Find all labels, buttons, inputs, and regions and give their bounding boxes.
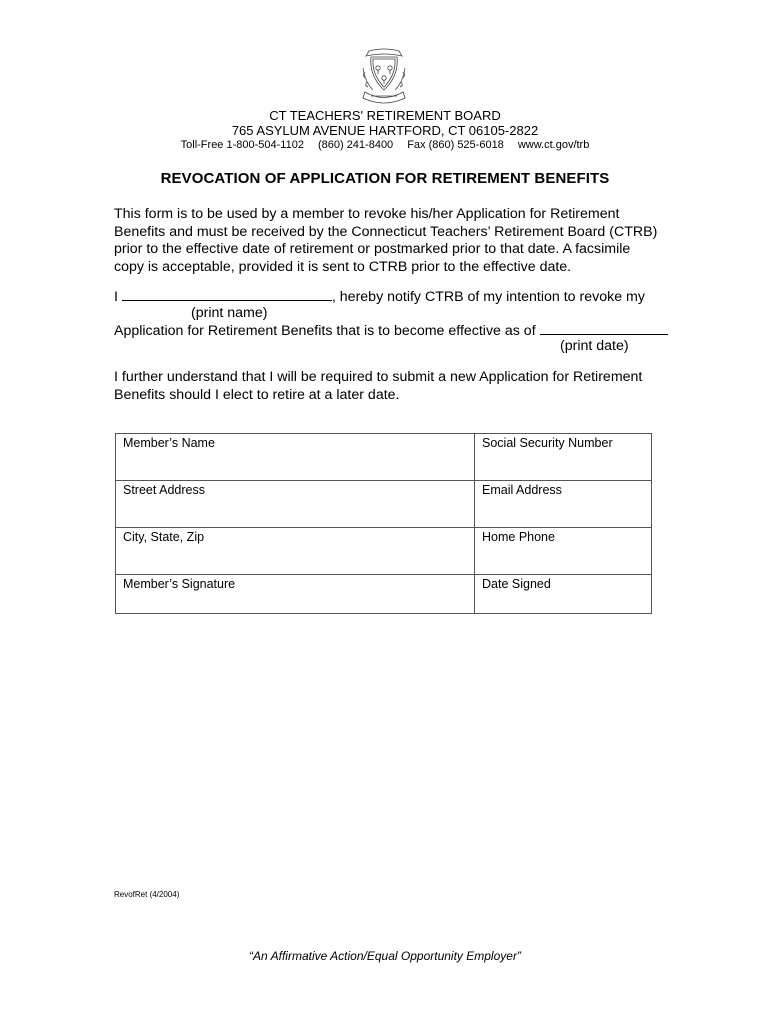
city-state-zip-label: City, State, Zip [123,530,205,544]
home-phone-cell[interactable] [475,528,652,575]
header-address: 765 ASYLUM AVENUE HARTFORD, CT 06105-2822 [231,123,539,138]
member-info-table [115,433,652,614]
state-seal-icon [359,48,409,106]
signature-label: Member’s Signature [123,577,236,591]
notice-middle-text: , hereby notify CTRB of my intention to revoke my [331,289,645,305]
footer-slogan: “An Affirmative Action/Equal Opportunity Employer” [249,949,521,963]
email-label: Email Address [482,483,562,497]
print-name-field[interactable] [122,287,332,301]
notice-line-1 [114,287,645,305]
notice-line2-text: Application for Retirement Benefits that is to become effective as of [114,323,536,339]
header-organization: CT TEACHERS' RETIREMENT BOARD [269,108,501,123]
date-signed-cell[interactable] [475,575,652,614]
website: www.ct.gov/trb [517,139,590,151]
document-title: REVOCATION OF APPLICATION FOR RETIREMENT BENEFITS [160,170,610,187]
street-address-cell[interactable] [116,481,475,528]
notice-line-2 [114,321,668,339]
table-row [116,528,652,575]
street-address-label: Street Address [123,483,205,497]
form-code: RevofRet (4/2004) [114,890,180,899]
print-date-field[interactable] [540,321,668,335]
notice-prefix: I [114,289,118,305]
table-row [116,481,652,528]
email-cell[interactable] [475,481,652,528]
table-row [116,575,652,614]
members-name-label: Member’s Name [123,436,215,450]
ssn-cell[interactable] [475,434,652,481]
header-contact-line [0,139,770,151]
home-phone-label: Home Phone [482,530,555,544]
ssn-label: Social Security Number [482,436,613,450]
date-signed-label: Date Signed [482,577,551,591]
further-paragraph: I further understand that I will be required to submit a new Application for Retirement Benefits should I elect to retire at a later date. [114,369,643,403]
phone-number: (860) 241-8400 [317,139,394,151]
toll-free-number: Toll-Free 1-800-504-1102 [180,139,304,151]
city-state-zip-cell[interactable] [116,528,475,575]
intro-paragraph: This form is to be used by a member to revoke his/her Application for Retirement Benefits and must be received by the Connecticut Teachers’ Retirement Board (CTRB) prior to the effective date of retirement or postmarked prior to that date. A facsimile copy is acceptable, provided it is sent to CTRB prior to the effective date. [114,206,658,275]
print-date-caption: (print date) [560,338,629,354]
table-row [116,434,652,481]
members-name-cell[interactable] [116,434,475,481]
fax-number: Fax (860) 525-6018 [407,139,504,151]
print-name-caption: (print name) [191,305,268,321]
signature-cell[interactable] [116,575,475,614]
